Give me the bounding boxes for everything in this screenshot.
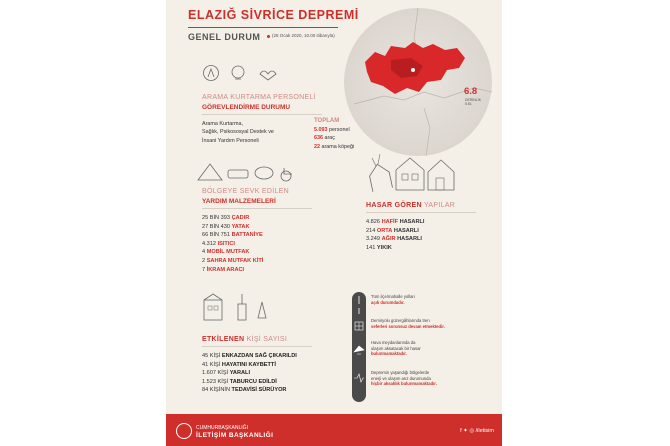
list-item: 3.249 AĞIR HASARLI bbox=[366, 236, 422, 243]
personnel-desc-line-1: Arama Kurtarma, bbox=[202, 121, 244, 127]
damage-title-light: YAPILAR bbox=[423, 202, 456, 209]
air-line-2: ulaşım aksatacak bir hasar bbox=[371, 345, 421, 351]
affected-title-light: KİŞİ SAYISI bbox=[246, 336, 288, 343]
depth-value: 5.81 bbox=[465, 102, 472, 106]
infographic-poster bbox=[166, 0, 502, 446]
personnel-title-light: ARAMA KURTARMA PERSONELİ bbox=[202, 94, 316, 101]
personnel-desc-line-2: Sağlık, Psikososyal Destek ve bbox=[202, 129, 274, 136]
page-title: ELAZIĞ SİVRİCE DEPREMİ bbox=[188, 8, 359, 22]
list-item: 25 BİN 393 ÇADIR bbox=[202, 215, 250, 221]
facebook-icon[interactable]: f bbox=[460, 428, 462, 434]
footer-social[interactable] bbox=[460, 428, 494, 434]
depth-info bbox=[465, 98, 481, 106]
damage-list bbox=[366, 218, 424, 252]
power-line-1: Depremin yaşandığı bölgelerde bbox=[371, 370, 430, 375]
affected-icons bbox=[202, 292, 282, 322]
magnitude-value: 6.8 bbox=[464, 86, 478, 97]
rail-line-1: Demiryolu güzergâhlarında tren bbox=[371, 318, 430, 323]
affected-title-bold: ETKİLENEN bbox=[202, 336, 245, 343]
personnel-title-bold: GÖREVLENDİRME DURUMU bbox=[202, 104, 291, 111]
vehicle-unit: araç bbox=[324, 135, 335, 142]
personnel-divider bbox=[202, 114, 322, 115]
damage-title bbox=[366, 202, 455, 209]
personnel-totals bbox=[314, 126, 354, 151]
list-item: 45 KİŞİ ENKAZDAN SAĞ ÇIKARILDI bbox=[202, 353, 297, 359]
air-line-1: Hava meydanlarında da bbox=[371, 340, 416, 345]
list-item: 27 BİN 430 YATAK bbox=[202, 223, 250, 230]
damage-divider bbox=[366, 212, 476, 213]
damage-title-bold: HASAR GÖREN bbox=[366, 202, 422, 209]
list-item: 4.826 HAFİF HASARLI bbox=[366, 219, 425, 225]
footer-org bbox=[196, 425, 273, 439]
vehicle-value: 636 bbox=[314, 135, 323, 142]
list-item: 41 KİŞİ HAYATINI KAYBETTİ bbox=[202, 361, 276, 368]
air-info bbox=[371, 340, 421, 357]
personnel-icons bbox=[202, 64, 282, 82]
supplies-list bbox=[202, 214, 263, 274]
report-date: (28 Ocak 2020, 10.00 itibarıyla) bbox=[272, 33, 335, 38]
title-divider bbox=[188, 27, 338, 28]
transport-icons bbox=[352, 292, 366, 402]
list-item: 214 ORTA HASARLI bbox=[366, 227, 419, 234]
date-dot bbox=[267, 35, 270, 38]
affected-title bbox=[202, 336, 287, 343]
power-line-2: enerji ve ulaşım arız durumunda bbox=[371, 375, 431, 381]
personnel-desc bbox=[202, 120, 274, 145]
power-line-3: hiçbir aksaklık bulunmamaktadır. bbox=[371, 381, 437, 387]
houses-icon bbox=[366, 152, 462, 194]
list-item: 141 YIKIK bbox=[366, 244, 392, 251]
list-item: 7 İKRAM ARACI bbox=[202, 266, 245, 273]
elazig-map bbox=[361, 40, 471, 100]
footer-org-small: CUMHURBAŞKANLIĞI bbox=[196, 425, 248, 431]
supplies-title-bold: YARDIM MALZEMELERİ bbox=[202, 198, 276, 205]
rail-info bbox=[371, 318, 445, 329]
list-item: 84 KİŞİNİN TEDAVİSİ SÜRÜYOR bbox=[202, 387, 287, 394]
power-info bbox=[371, 370, 437, 387]
twitter-icon[interactable]: ✦ bbox=[463, 428, 468, 434]
personnel-desc-line-3: İnsani Yardım Personeli bbox=[202, 137, 259, 144]
dog-unit: arama köpeği bbox=[321, 143, 355, 150]
dog-value: 22 bbox=[314, 143, 320, 150]
supplies-icons bbox=[196, 162, 306, 182]
affected-divider bbox=[202, 346, 312, 347]
rail-line-2: seferleri sorunsuz devam etmektedir. bbox=[371, 323, 445, 329]
depth-label: DERİNLİK bbox=[465, 98, 482, 102]
total-label: TOPLAM bbox=[314, 118, 340, 124]
footer-org-big: İLETİŞİM BAŞKANLIĞI bbox=[196, 432, 274, 439]
list-item: 4 MOBİL MUTFAK bbox=[202, 249, 250, 256]
staff-value: 5.093 bbox=[314, 127, 328, 133]
list-item: 1.607 KİŞİ YARALI bbox=[202, 370, 250, 377]
supplies-divider bbox=[202, 208, 312, 209]
list-item: 66 BİN 751 BATTANİYE bbox=[202, 232, 263, 239]
list-item: 4.312 ISITICI bbox=[202, 240, 235, 247]
affected-list bbox=[202, 352, 297, 395]
list-item: 2 SAHRA MUTFAK KİTİ bbox=[202, 257, 264, 264]
road-line-1: Tüm ilçe/mahalle yolları bbox=[371, 294, 415, 299]
instagram-icon[interactable]: ◎ bbox=[469, 428, 475, 434]
road-info bbox=[371, 294, 415, 305]
social-handle[interactable]: /iletisim bbox=[475, 428, 494, 434]
road-line-2: açık durumdadır. bbox=[371, 299, 405, 305]
list-item: 1.523 KİŞİ TABURCU EDİLDİ bbox=[202, 378, 277, 385]
emblem-icon bbox=[176, 423, 192, 439]
supplies-title-light: BÖLGEYE SEVK EDİLEN bbox=[202, 188, 290, 195]
air-line-3: bulunmamaktadır. bbox=[371, 351, 407, 357]
staff-unit: personel bbox=[329, 127, 350, 133]
page-subtitle: GENEL DURUM bbox=[188, 32, 261, 42]
